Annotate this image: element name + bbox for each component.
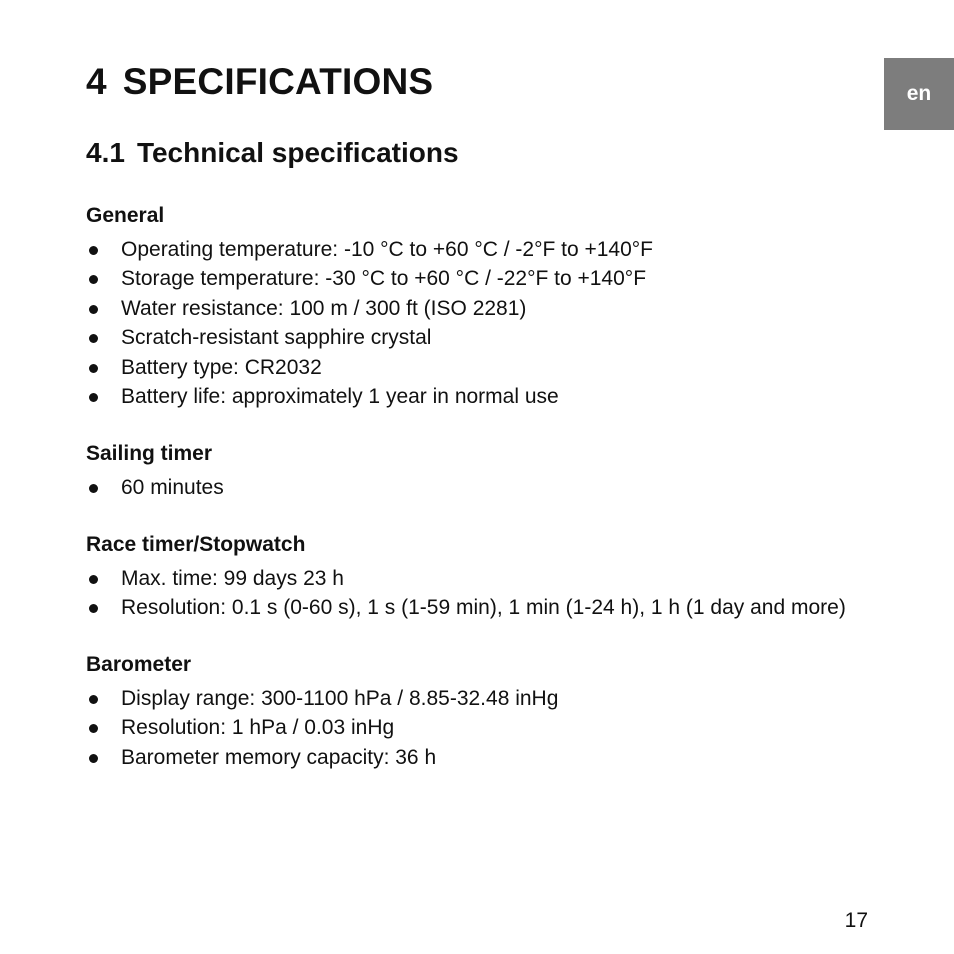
- list-item: [86, 235, 926, 264]
- group-heading: Sailing timer: [86, 442, 213, 465]
- bullet-icon: [89, 334, 98, 343]
- bullet-icon: [89, 754, 98, 763]
- section-title-text: Technical specifications: [136, 137, 459, 168]
- spec-list: [86, 684, 926, 772]
- spec-list: [86, 473, 926, 502]
- list-item: [86, 713, 926, 742]
- list-item: [86, 382, 926, 411]
- bullet-icon: [89, 393, 98, 402]
- list-item: [86, 294, 926, 323]
- list-item-text: Battery type: CR2032: [121, 355, 322, 379]
- list-item: [86, 473, 926, 502]
- language-tab: en: [884, 58, 954, 130]
- bullet-icon: [89, 604, 98, 613]
- bullet-icon: [89, 695, 98, 704]
- chapter-number: 4: [86, 61, 107, 102]
- section-number: 4.1: [86, 137, 125, 168]
- bullet-icon: [89, 364, 98, 373]
- spec-group-race-timer: [86, 530, 926, 623]
- list-item: [86, 564, 926, 593]
- page-number: 17: [844, 909, 868, 932]
- bullet-icon: [89, 575, 98, 584]
- list-item: [86, 264, 926, 293]
- list-item-text: Operating temperature: -10 °C to +60 °C / -2°F to +140°F: [121, 238, 654, 261]
- list-item-text: Barometer memory capacity: 36 h: [121, 745, 437, 769]
- list-item: [86, 684, 926, 713]
- bullet-icon: [89, 305, 98, 314]
- list-item-text: Scratch-resistant sapphire crystal: [121, 326, 432, 350]
- list-item-text: Water resistance: 100 m / 300 ft (ISO 2281): [121, 296, 527, 320]
- chapter-title-text: SPECIFICATIONS: [122, 61, 434, 102]
- list-item-text: 60 minutes: [121, 476, 224, 499]
- section-title: [86, 134, 459, 172]
- bullet-icon: [89, 275, 98, 284]
- list-item-text: Battery life: approximately 1 year in normal use: [121, 385, 559, 409]
- group-heading: General: [86, 204, 165, 227]
- group-heading: Race timer/Stopwatch: [86, 533, 306, 556]
- list-item: [86, 323, 926, 352]
- spec-group-sailing-timer: [86, 439, 926, 502]
- list-item-text: Resolution: 1 hPa / 0.03 inHg: [121, 716, 395, 740]
- list-item: [86, 743, 926, 772]
- spec-group-barometer: [86, 650, 926, 772]
- list-item-text: Max. time: 99 days 23 h: [121, 567, 344, 590]
- bullet-icon: [89, 484, 98, 493]
- list-item-text: Resolution: 0.1 s (0-60 s), 1 s (1-59 min), 1 min (1-24 h), 1 h (1 day and more): [121, 596, 846, 620]
- spec-list: [86, 235, 926, 411]
- list-item: [86, 593, 926, 622]
- spec-group-general: [86, 201, 926, 411]
- group-heading: Barometer: [86, 653, 192, 676]
- list-item-text: Storage temperature: -30 °C to +60 °C / -22°F to +140°F: [121, 267, 647, 291]
- list-item-text: Display range: 300-1100 hPa / 8.85-32.48 inHg: [121, 687, 559, 710]
- bullet-icon: [89, 724, 98, 733]
- spec-list: [86, 564, 926, 623]
- list-item: [86, 353, 926, 382]
- bullet-icon: [89, 246, 98, 255]
- chapter-title: [86, 58, 433, 106]
